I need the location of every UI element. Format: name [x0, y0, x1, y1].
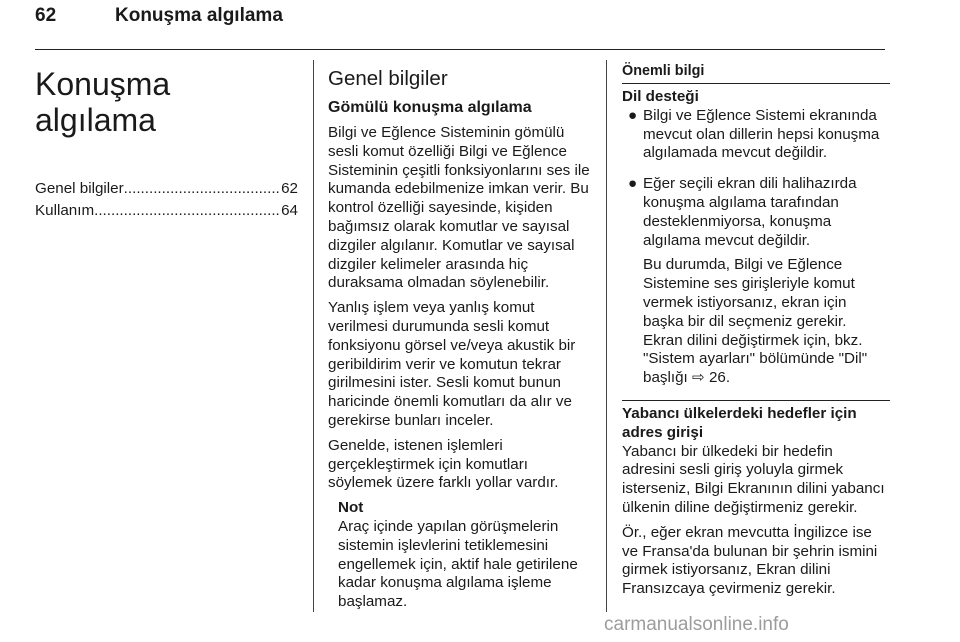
toc-leader-dots: [124, 180, 281, 199]
paragraph: Yanlış işlem veya yanlış komut verilmesi durumunda sesli komut fonksiyonu görsel ve/veya akustik bir geribildirim verir ve komutun tekrar girilmesini ister. Sesli komut bunun haricinde önemli komutları da alır ve gerekirse bunları inceler.: [328, 299, 576, 429]
important-info-label: Önemli bilgi: [622, 63, 705, 79]
bullet-extra-body: Bu durumda, Bilgi ve Eğlence Sistemine ses girişleriyle komut vermek istiyorsanız, ekran için başka bir dil seçmeniz gerekir. Ekran dilini değiştirmek için, bkz. "Sistem ayarları" bölümünde "Dil" başlığı: [643, 256, 868, 387]
column-divider-1: [313, 60, 314, 612]
column-toc: [35, 62, 298, 224]
page-reference-icon[interactable]: ⇨: [691, 369, 705, 387]
toc-leader-dots: [94, 202, 281, 221]
toc-entry-genel-bilgiler[interactable]: [35, 180, 298, 199]
chapter-title: Konuşma algılama: [35, 66, 171, 138]
header-title: Konuşma algılama: [115, 5, 283, 26]
section-separator: [622, 83, 890, 84]
bullet-text: Eğer seçili ekran dili halihazırda konuşma algılama tarafından desteklenmiyorsa, konuşma algılama mevcut değildir.: [643, 175, 857, 249]
column-important-info: [622, 62, 890, 605]
bullet-item: [622, 107, 890, 169]
bullet-item: [622, 175, 890, 394]
page-reference[interactable]: 26.: [708, 369, 731, 387]
table-of-contents: [35, 180, 298, 221]
paragraph: Yabancı bir ülkedeki bir hedefin adresini sesli giriş yoluyla girmek isterseniz, Bilgi Ekranının dilini yabancı ülkenin diline değiştirmeniz gerekir.: [622, 442, 885, 516]
note-label: Not: [338, 499, 364, 517]
page-header: [35, 2, 885, 36]
watermark-text: carmanualsonline.info: [604, 614, 789, 635]
section-separator: [622, 400, 890, 401]
toc-entry-kullanim[interactable]: [35, 202, 298, 221]
bullet-extra-text: [643, 256, 890, 388]
section-title: Genel bilgiler: [328, 67, 448, 90]
paragraph: Bilgi ve Eğlence Sisteminin gömülü sesli komut özelliği Bilgi ve Eğlence Sisteminin çeşitli fonksiyonlarını ses ile kumanda edebilmenize imkan verir. Bu kontrol özelliği sayesinde, kişiden bağımsız olarak komutlar ve sayısal dizgiler algılanır. Komutlar ve sayısal dizgiler kelimeler arasında hiç duraksama olmadan söylenebilir.: [328, 124, 590, 292]
column-divider-2: [606, 60, 607, 612]
bullet-icon: ●: [628, 106, 638, 124]
toc-entry-label: Genel bilgiler: [35, 180, 124, 197]
header-rule: [35, 49, 885, 50]
subsection-title: Gömülü konuşma algılama: [328, 99, 532, 116]
toc-entry-page: 64: [281, 201, 298, 219]
paragraph: Ör., eğer ekran mevcutta İngilizce ise ve Fransa'da bulunan bir şehrin ismini girmek istiyorsanız, Ekran dilini Fransızcaya çevirmeniz gerekir.: [622, 523, 878, 598]
toc-entry-page: 62: [281, 180, 298, 197]
language-support-label: Dil desteği: [622, 88, 699, 105]
toc-entry-label: Kullanım: [35, 201, 95, 219]
column-general-info: [328, 62, 593, 612]
page-number: 62: [35, 5, 57, 26]
paragraph: Genelde, istenen işlemleri gerçekleştirmek için komutları söylemek üzere farklı yollar vardır.: [328, 436, 559, 492]
bullet-icon: ●: [628, 175, 638, 193]
note-text: Araç içinde yapılan görüşmelerin sistemin işlevlerini tetiklemesini engellemek için, aktif hale getirilene kadar konuşma algılama işleme başlamaz.: [338, 517, 578, 611]
foreign-address-title: Yabancı ülkelerdeki hedefler için adres girişi: [622, 404, 857, 441]
bullet-text: Bilgi ve Eğlence Sistemi ekranında mevcut olan dillerin hepsi konuşma algılamada mevcut değildir.: [643, 106, 880, 162]
note-box: [338, 499, 593, 612]
